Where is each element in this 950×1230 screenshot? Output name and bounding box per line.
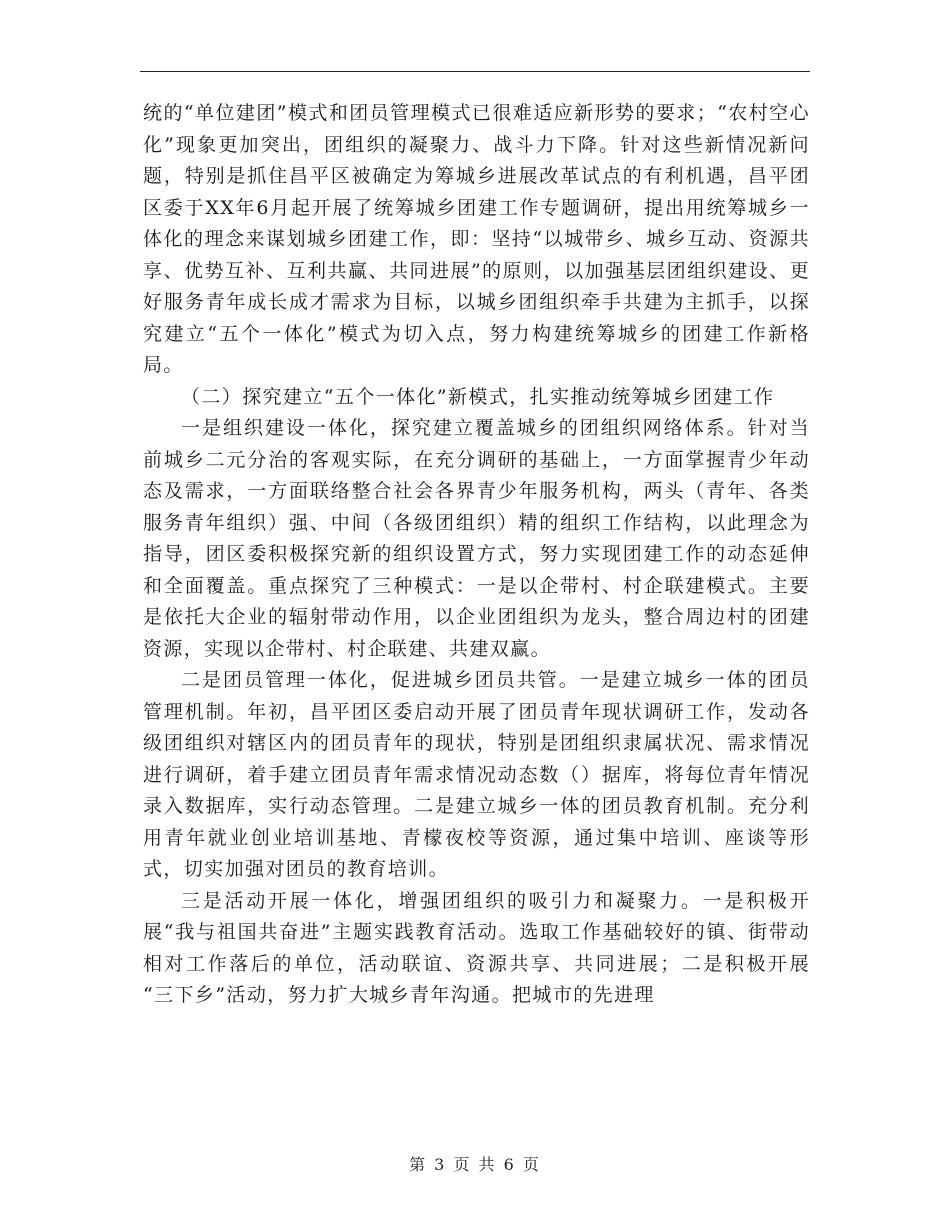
paragraph-organization: 一是组织建设一体化，探究建立覆盖城乡的团组织网络体系。针对当前城乡二元分治的客观实际，在充分调研的基础上，一方面掌握青少年动态及需求，一方面联络整合社会各界青少年服务机构，两头（青年、各类服务青年组织）强、中间（各级团组织）精的组织工作结构，以此理念为指导，团区委积极探究新的组织设置方式，努力实现团建工作的动态延伸和全面覆盖。重点探究了三种模式：一是以企带村、村企联建模式。主要是依托大企业的辐射带动作用，以企业团组织为龙头，整合周边村的团建资源，实现以企带村、村企联建、共建双赢。: [143, 417, 810, 660]
document-body: [143, 98, 810, 1012]
paragraph-activities: 三是活动开展一体化，增强团组织的吸引力和凝聚力。一是积极开展“我与祖国共奋进”主题实践教育活动。选取工作基础较好的镇、街带动相对工作落后的单位，活动联谊、资源共享、共同进展；二是积极开展 “三下乡”活动，努力扩大城乡青年沟通。把城市的先进理: [143, 889, 810, 1006]
section-heading: （二）探究建立“五个一体化”新模式，扎实推动统筹城乡团建工作: [181, 385, 775, 408]
paragraph-member-management: 二是团员管理一体化，促进城乡团员共管。一是建立城乡一体的团员管理机制。年初，昌平团区委启动开展了团员青年现状调研工作，发动各级团组织对辖区内的团员青年的现状，特别是团组织隶属状况、需求情况进行调研，着手建立团员青年需求情况动态数（）据库，将每位青年情况录入数据库，实行动态管理。二是建立城乡一体的团员教育机制。充分利用青年就业创业培训基地、青檬夜校等资源，通过集中培训、座谈等形式，切实加强对团员的教育培训。: [143, 669, 810, 880]
page-number: 第 3 页 共 6 页: [409, 1155, 541, 1174]
paragraph-1: 统的“单位建团”模式和团员管理模式已很难适应新形势的要求；“农村空心化”现象更加突出，团组织的凝聚力、战斗力下降。针对这些新情况新问题，特别是抓住昌平区被确定为筹城乡进展改革试点的有利机遇，昌平团区委于XX年6月起开展了统筹城乡团建工作专题调研，提出用统筹城乡一体化的理念来谋划城乡团建工作，即：坚持“以城带乡、城乡互动、资源共享、优势互补、互利共赢、共同进展”的原则，以加强基层团组织建设、更好服务青年成长成才需求为目标，以城乡团组织牵手共建为主抓手，以探究建立“五个一体化”模式为切入点，努力构建统筹城乡的团建工作新格局。: [143, 102, 810, 376]
header-rule: [140, 71, 810, 72]
